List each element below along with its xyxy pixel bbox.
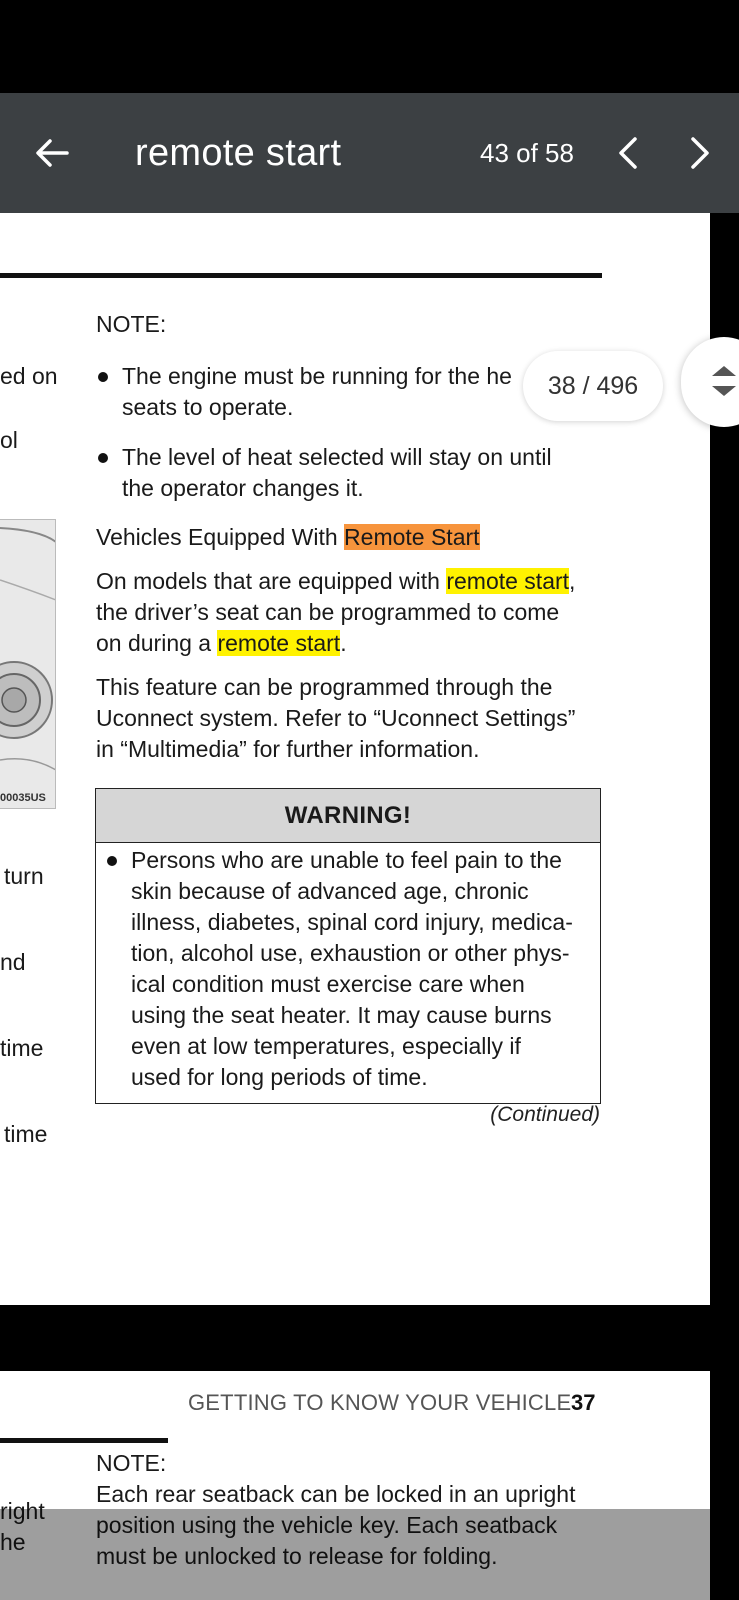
search-match: remote start xyxy=(217,630,341,656)
left-column-fragment: right xyxy=(0,1498,45,1524)
note-line: must be unlocked to release for folding. xyxy=(96,1543,498,1569)
note-bullet-2-line-2: the operator changes it. xyxy=(122,475,364,501)
section-heading xyxy=(96,522,480,553)
text-span: . xyxy=(340,630,347,656)
running-header: GETTING TO KNOW YOUR VEHICLE xyxy=(188,1390,572,1415)
para1-line-1 xyxy=(96,566,575,597)
note-line: Each rear seatback can be locked in an upright xyxy=(96,1481,576,1507)
para1-line-2: the driver’s seat can be programmed to come xyxy=(96,599,560,625)
back-button[interactable] xyxy=(30,123,74,183)
bullet-icon xyxy=(107,856,117,866)
search-match: remote start xyxy=(446,568,570,594)
text-span: On models that are equipped with xyxy=(96,568,447,594)
note-bullet-2-line-1: The level of heat selected will stay on until xyxy=(122,444,552,470)
arrow-left-icon xyxy=(35,138,69,168)
left-column-fragment: nd xyxy=(0,949,26,975)
left-column-fragment: time xyxy=(0,1035,44,1061)
heading-text: Vehicles Equipped With xyxy=(96,524,345,550)
left-column-fragment: time xyxy=(4,1121,48,1147)
page-top-rule xyxy=(0,273,602,278)
chevron-right-icon xyxy=(690,137,710,169)
search-query[interactable]: remote start xyxy=(135,132,342,174)
warning-line: illness, diabetes, spinal cord injury, medica- xyxy=(131,909,573,935)
warning-line: using the seat heater. It may cause burns xyxy=(131,1002,552,1028)
note-title: NOTE: xyxy=(96,311,167,337)
left-column-fragment: ol xyxy=(0,427,18,453)
left-column-fragment: turn xyxy=(4,863,44,889)
para1-line-3 xyxy=(96,628,347,659)
bullet-icon xyxy=(98,372,108,382)
previous-match-button[interactable] xyxy=(608,123,648,183)
page-indicator-badge: 38 / 496 xyxy=(523,351,663,421)
para2-line-2: Uconnect system. Refer to “Uconnect Settings” xyxy=(96,705,576,731)
continued-label: (Continued) xyxy=(490,1103,600,1126)
warning-line: Persons who are unable to feel pain to the xyxy=(131,847,562,873)
current-search-match: Remote Start xyxy=(344,524,480,550)
note-line: position using the vehicle key. Each seatback xyxy=(96,1512,558,1538)
warning-line: tion, alcohol use, exhaustion or other phys- xyxy=(131,940,570,966)
text-span: , xyxy=(569,568,576,594)
warning-title: WARNING! xyxy=(96,789,600,843)
text-span: on during a xyxy=(96,630,218,656)
left-column-fragment: he xyxy=(0,1529,26,1555)
dashboard-illustration xyxy=(0,519,56,809)
image-code: 00035US xyxy=(0,792,46,804)
warning-line: even at low temperatures, especially if xyxy=(131,1033,521,1059)
bottom-overlay xyxy=(0,1509,710,1600)
seat-heater-knob-illustration xyxy=(0,520,56,809)
find-in-document-bar xyxy=(0,93,739,213)
left-column-fragment: ed on xyxy=(0,363,58,389)
note-title: NOTE: xyxy=(96,1450,167,1476)
note-bullet-1-line-1: The engine must be running for the he xyxy=(122,363,512,389)
warning-line: ical condition must exercise care when xyxy=(131,971,525,997)
scroll-up-down-icon xyxy=(707,361,739,401)
note-bullet-1-line-2: seats to operate. xyxy=(122,394,294,420)
bullet-icon xyxy=(98,453,108,463)
next-match-button[interactable] xyxy=(680,123,720,183)
page-header-rule xyxy=(0,1438,168,1443)
para2-line-1: This feature can be programmed through the xyxy=(96,674,553,700)
warning-line: used for long periods of time. xyxy=(131,1064,428,1090)
warning-line: skin because of advanced age, chronic xyxy=(131,878,529,904)
page-number: 37 xyxy=(571,1390,596,1415)
match-count: 43 of 58 xyxy=(480,138,574,168)
para2-line-3: in “Multimedia” for further information. xyxy=(96,736,480,762)
chevron-left-icon xyxy=(618,137,638,169)
